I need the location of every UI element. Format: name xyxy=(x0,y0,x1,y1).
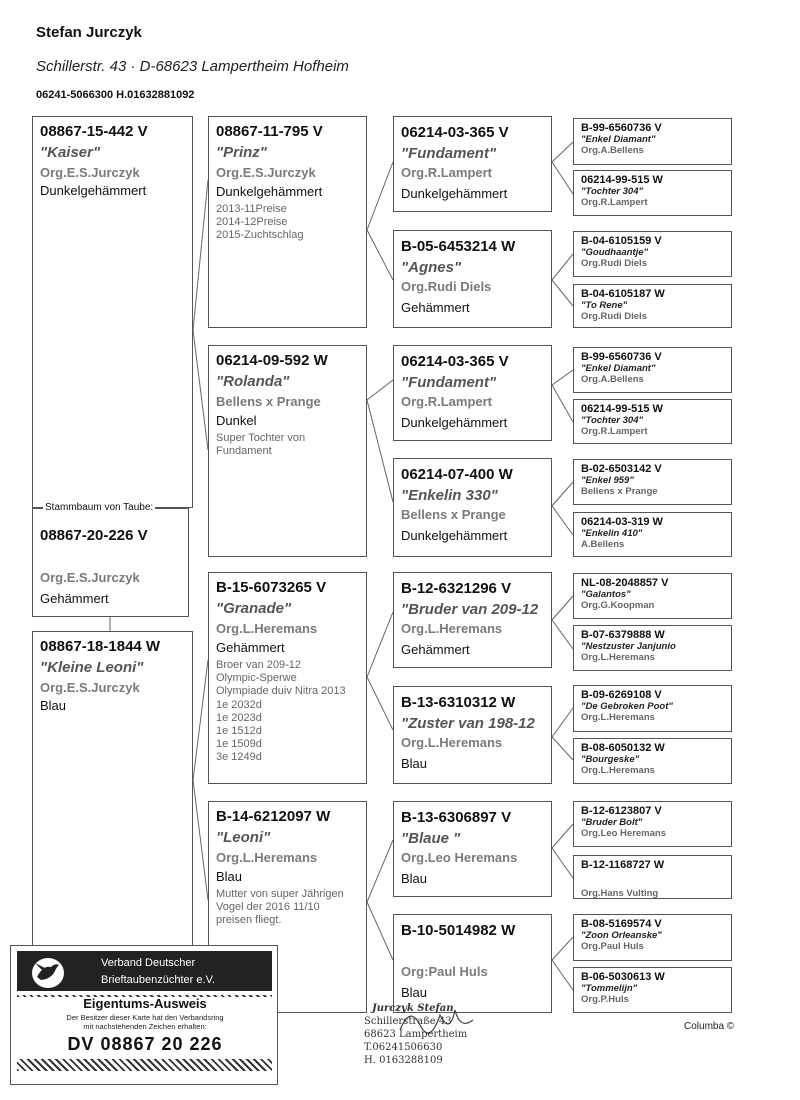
plumage-color: Dunkelgehämmert xyxy=(216,184,323,199)
note-line: Olympiade duiv Nitra 2013 xyxy=(216,685,346,698)
breeder-org: Org.E.S.Jurczyk xyxy=(40,570,140,585)
breeder-org: Org.L.Heremans xyxy=(581,652,655,663)
note-line: Olympic-Sperwe xyxy=(216,672,297,685)
breeder-org: Org.P.Huls xyxy=(581,994,629,1005)
card-header xyxy=(17,951,272,991)
pigeon-name: "Bruder Bolt" xyxy=(581,817,643,828)
plumage-color: Gehämmert xyxy=(216,640,285,655)
ring-number: 08867-11-795 V xyxy=(216,123,323,140)
pigeon-name: "De Gebroken Poot" xyxy=(581,701,673,712)
pigeon-name: "Zoon Orleanske" xyxy=(581,930,662,941)
note-line: 2015-Zuchtschlag xyxy=(216,229,304,242)
pigeon-name: "Agnes" xyxy=(401,259,462,276)
pigeon-name: "Leoni" xyxy=(216,829,271,846)
plumage-color: Dunkel xyxy=(216,413,257,428)
great-grandparent-box xyxy=(393,345,552,441)
ownership-card xyxy=(10,945,278,1085)
ring-number: 06214-03-365 V xyxy=(401,353,509,370)
subject-box xyxy=(32,508,189,617)
card-text: Der Besitzer dieser Karte hat den Verbandsring xyxy=(66,1013,224,1022)
performance-notes xyxy=(216,659,366,765)
breeder-org: Org.A.Bellens xyxy=(581,145,644,156)
pigeon-name: "Enkel Diamant" xyxy=(581,134,656,145)
gen4-box xyxy=(573,914,732,961)
note-line: 3e 1249d xyxy=(216,751,262,764)
gen4-box xyxy=(573,855,732,899)
note-line: 2014-12Preise xyxy=(216,216,288,229)
stamp-line: H. 0163288109 xyxy=(364,1055,443,1066)
breeder-org: Org.L.Heremans xyxy=(216,621,318,636)
plumage-color: Dunkelgehämmert xyxy=(401,186,508,201)
great-grandparent-box xyxy=(393,458,552,557)
gen4-box xyxy=(573,459,732,505)
gen4-box xyxy=(573,231,732,277)
plumage-color: Gehämmert xyxy=(40,591,109,606)
ring-number: B-09-6269108 V xyxy=(581,689,662,701)
pigeon-name: "Enkel Diamant" xyxy=(581,363,656,374)
pigeon-name: "Nestzuster Janjunio xyxy=(581,641,676,652)
ring-number: B-13-6310312 W xyxy=(401,694,516,711)
pigeon-name: "Bruder van 209-12 xyxy=(401,601,539,618)
breeder-org: Org.Leo Heremans xyxy=(581,828,666,839)
breeder-org: Org.L.Heremans xyxy=(401,621,503,636)
gen4-box xyxy=(573,738,732,784)
ring-number: 06214-99-515 W xyxy=(581,174,663,186)
plumage-color: Blau xyxy=(401,871,428,886)
pigeon-name xyxy=(401,943,551,961)
gen4-box xyxy=(573,573,732,619)
note-line: preisen fliegt. xyxy=(216,914,282,927)
pigeon-name: "Enkelin 330" xyxy=(401,487,498,504)
card-text: mit nachstehenden Zeichen erhalten: xyxy=(83,1022,207,1031)
ring-number: 08867-20-226 V xyxy=(40,527,148,544)
gen4-box xyxy=(573,170,732,216)
note-line: 2013-11Preise xyxy=(216,203,287,215)
pigeon-name: "Blaue " xyxy=(401,830,461,847)
ring-number: B-99-6560736 V xyxy=(581,122,662,134)
breeder-org: Org.L.Heremans xyxy=(401,735,503,750)
note-line: Super Tochter von xyxy=(216,432,306,444)
gen4-box xyxy=(573,685,732,732)
gen4-box xyxy=(573,347,732,393)
ring-number: 06214-09-592 W xyxy=(216,352,328,369)
owner-name: Stefan Jurczyk xyxy=(36,24,142,41)
ring-number: 06214-07-400 W xyxy=(401,466,513,483)
pigeon-name: "Rolanda" xyxy=(216,373,290,390)
breeder-org: Org.Rudi Diels xyxy=(401,279,492,294)
grandparent-box xyxy=(208,572,367,784)
ring-number: B-99-6560736 V xyxy=(581,351,662,363)
breeder-org: A.Bellens xyxy=(581,539,625,550)
owner-phones: 06241-5066300 H.01632881092 xyxy=(36,89,195,101)
association-name-line2: Brieftaubenzüchter e.V. xyxy=(101,974,215,986)
owner-stamp xyxy=(364,1002,474,1067)
breeder-org: Org.R.Lampert xyxy=(581,197,648,208)
breeder-org: Org.Leo Heremans xyxy=(401,850,518,865)
pigeon-name: "Kleine Leoni" xyxy=(40,659,144,676)
pigeon-name xyxy=(581,871,731,882)
ring-number: 06214-03-319 W xyxy=(581,516,663,528)
great-grandparent-box xyxy=(393,230,552,328)
association-name-line1: Verband Deutscher xyxy=(101,957,196,969)
pigeon-name: "Enkel 959" xyxy=(581,475,634,486)
note-line: Vogel der 2016 11/10 xyxy=(216,901,320,914)
performance-notes xyxy=(216,888,366,928)
plumage-color: Dunkelgehämmert xyxy=(40,183,147,198)
ring-number-card: DV 08867 20 226 xyxy=(67,1034,223,1054)
ring-number: B-07-6379888 W xyxy=(581,629,665,641)
note-line: 1e 2023d xyxy=(216,711,262,724)
pigeon-name: "Fundament" xyxy=(401,374,497,391)
owner-address: Schillerstr. 43 · D-68623 Lampertheim Hofheim xyxy=(36,58,349,75)
gen4-box xyxy=(573,801,732,847)
ring-number: B-05-6453214 W xyxy=(401,238,516,255)
plumage-color: Dunkelgehämmert xyxy=(401,415,508,430)
pigeon-name: "Goudhaantje" xyxy=(581,247,649,258)
pigeon-name: "Granade" xyxy=(216,600,292,617)
breeder-org: Bellens x Prange xyxy=(216,394,321,409)
breeder-org: Org.A.Bellens xyxy=(581,374,644,385)
stamp-line: Jurczyk Stefan xyxy=(372,1003,454,1014)
pigeon-name: "To Rene" xyxy=(581,300,628,311)
grandparent-box xyxy=(208,345,367,557)
stamp-line: 68623 Lampertheim xyxy=(364,1029,468,1040)
ring-number: B-04-6105187 W xyxy=(581,288,665,300)
gen4-box xyxy=(573,967,732,1013)
gen4-box xyxy=(573,512,732,557)
plumage-color: Blau xyxy=(40,698,67,713)
breeder-org: Bellens x Prange xyxy=(401,507,506,522)
performance-notes xyxy=(216,432,366,458)
pigeon-name: "Tochter 304" xyxy=(581,186,643,197)
breeder-org: Org.Rudi Diels xyxy=(581,311,647,322)
breeder-org: Org.L.Heremans xyxy=(216,850,318,865)
breeder-org: Org.Paul Huls xyxy=(581,941,644,952)
pigeon-name: "Prinz" xyxy=(216,144,267,161)
breeder-org: Org.G.Koopman xyxy=(581,600,655,611)
great-grandparent-box xyxy=(393,572,552,668)
pigeon-name: "Tochter 304" xyxy=(581,415,643,426)
pigeon-name: "Tommelijn" xyxy=(581,983,638,994)
card-title: Eigentums-Ausweis xyxy=(83,996,207,1011)
great-grandparent-box xyxy=(393,116,552,212)
ring-number: B-04-6105159 V xyxy=(581,235,662,247)
ring-number: B-08-5169574 V xyxy=(581,918,662,930)
note-line: 1e 1512d xyxy=(216,724,262,737)
ring-number: B-12-1168727 W xyxy=(581,859,665,871)
plumage-color: Blau xyxy=(401,985,428,1000)
note-line: 1e 1509d xyxy=(216,738,262,751)
pigeon-name: "Galantos" xyxy=(581,589,631,600)
pigeon-name: "Zuster van 198-12 xyxy=(401,715,535,732)
breeder-org: Org.L.Heremans xyxy=(581,712,655,723)
ring-number: B-12-6321296 V xyxy=(401,580,512,597)
grandparent-box xyxy=(208,116,367,328)
breeder-org: Org.E.S.Jurczyk xyxy=(216,165,316,180)
stamp-line: Schillerstraße 43 xyxy=(364,1016,452,1027)
ring-number: B-13-6306897 V xyxy=(401,809,512,826)
gen4-box xyxy=(573,284,732,328)
pigeon-name: "Enkelin 410" xyxy=(581,528,643,539)
pedigree-label: Stammbaum von Taube: xyxy=(45,502,154,513)
plumage-color: Gehämmert xyxy=(401,300,470,315)
sire-box xyxy=(32,116,193,508)
gen4-box xyxy=(573,625,732,671)
great-grandparent-box xyxy=(393,914,552,1013)
ring-number: B-15-6073265 V xyxy=(216,579,327,596)
ring-number: 08867-15-442 V xyxy=(40,123,148,140)
stamp-line: T.06241506630 xyxy=(364,1042,443,1053)
breeder-org: Org.R.Lampert xyxy=(401,165,493,180)
gen4-box xyxy=(573,118,732,165)
breeder-org: Org.R.Lampert xyxy=(401,394,493,409)
ring-number: B-02-6503142 V xyxy=(581,463,662,475)
breeder-org: Bellens x Prange xyxy=(581,486,658,497)
pigeon-name: "Fundament" xyxy=(401,145,497,162)
gen4-box xyxy=(573,399,732,444)
great-grandparent-box xyxy=(393,801,552,897)
software-copyright: Columba © xyxy=(684,1021,735,1032)
pigeon-name: "Kaiser" xyxy=(40,144,101,161)
great-grandparent-box xyxy=(393,686,552,784)
breeder-org: Org:Paul Huls xyxy=(401,964,488,979)
ring-number: B-12-6123807 V xyxy=(581,805,662,817)
plumage-color: Dunkelgehämmert xyxy=(401,528,508,543)
ring-number: NL-08-2048857 V xyxy=(581,577,669,589)
ring-number: B-14-6212097 W xyxy=(216,808,331,825)
dam-box xyxy=(32,631,193,951)
note-line: Mutter von super Jährigen xyxy=(216,888,344,900)
ring-number: 06214-03-365 V xyxy=(401,124,509,141)
breeder-org: Org.Hans Vulting xyxy=(581,888,659,899)
ring-number: B-06-5030613 W xyxy=(581,971,665,983)
performance-notes xyxy=(216,203,366,243)
card-pattern-bottom xyxy=(17,1059,272,1071)
breeder-org: Org.E.S.Jurczyk xyxy=(40,165,140,180)
note-line: Broer van 209-12 xyxy=(216,659,301,671)
breeder-org: Org.L.Heremans xyxy=(581,765,655,776)
ring-number: 06214-99-515 W xyxy=(581,403,663,415)
ring-number: B-08-6050132 W xyxy=(581,742,665,754)
ring-number: 08867-18-1844 W xyxy=(40,638,161,655)
note-line: 1e 2032d xyxy=(216,698,262,711)
plumage-color: Blau xyxy=(401,756,428,771)
plumage-color: Blau xyxy=(216,869,243,884)
plumage-color: Gehämmert xyxy=(401,642,470,657)
ring-number: B-10-5014982 W xyxy=(401,922,516,939)
breeder-org: Org.E.S.Jurczyk xyxy=(40,680,140,695)
breeder-org: Org.Rudi Diels xyxy=(581,258,647,269)
breeder-org: Org.R.Lampert xyxy=(581,426,648,437)
pigeon-name: "Bourgeske" xyxy=(581,754,640,765)
note-line: Fundament xyxy=(216,445,272,458)
pigeon-logo-icon xyxy=(31,957,65,989)
